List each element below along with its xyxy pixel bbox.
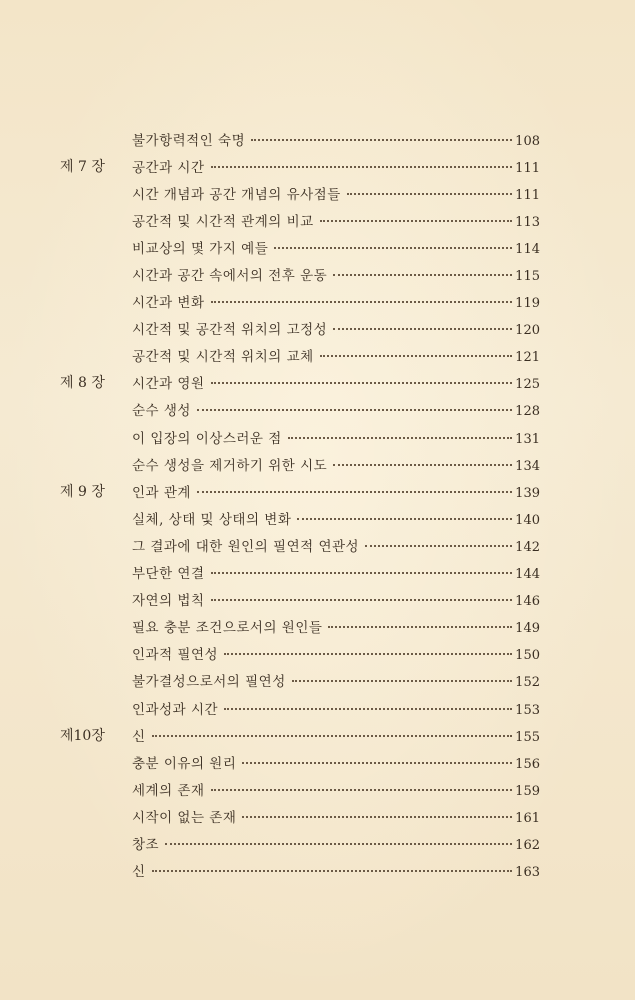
section-title: 창조 <box>132 836 160 853</box>
toc-entry <box>132 806 540 826</box>
dot-leader <box>274 247 512 249</box>
dot-leader <box>251 139 512 141</box>
section-title: 시간과 공간 속에서의 전후 운동 <box>132 268 328 285</box>
page-number: 155 <box>515 729 540 745</box>
page-number: 139 <box>515 485 540 501</box>
toc-row <box>60 288 540 315</box>
dot-leader <box>211 572 513 574</box>
dot-leader <box>211 599 513 601</box>
toc-entry <box>132 698 540 718</box>
toc-row <box>60 829 540 856</box>
dot-leader <box>242 816 512 818</box>
toc-entry <box>132 129 540 149</box>
page-number: 162 <box>515 837 540 853</box>
toc-entry <box>132 427 540 447</box>
page-number: 144 <box>515 567 540 583</box>
section-title: 인과 관계 <box>132 484 191 501</box>
toc-row <box>60 179 540 206</box>
toc-row <box>60 694 540 721</box>
page-number: 108 <box>515 133 540 149</box>
dot-leader <box>288 437 512 439</box>
section-title: 인과성과 시간 <box>132 701 219 718</box>
page-number: 140 <box>515 512 540 528</box>
toc-entry <box>132 210 540 230</box>
toc-row <box>60 802 540 829</box>
page-number: 146 <box>515 594 540 610</box>
toc-row <box>60 748 540 775</box>
page-number: 149 <box>515 621 540 637</box>
toc-entry <box>132 562 540 582</box>
page-number: 163 <box>515 865 540 881</box>
section-title: 공간적 및 시간적 위치의 교체 <box>132 349 314 366</box>
toc-row <box>60 152 540 179</box>
chapter-label: 제 7 장 <box>60 158 105 175</box>
toc-entry <box>132 291 540 311</box>
page-number: 161 <box>515 810 540 826</box>
page-number: 128 <box>515 404 540 420</box>
section-title: 실체, 상태 및 상태의 변화 <box>132 511 292 528</box>
dot-leader <box>333 274 512 276</box>
section-title: 신 <box>132 728 146 745</box>
toc-entry <box>132 535 540 555</box>
toc-row <box>60 125 540 152</box>
section-title: 신 <box>132 864 146 881</box>
toc-entry <box>132 237 540 257</box>
toc-entry <box>132 156 540 176</box>
toc-row <box>60 315 540 342</box>
section-title: 인과적 필연성 <box>132 647 219 664</box>
toc-entry <box>132 752 540 772</box>
toc-entry <box>132 616 540 636</box>
toc-row <box>60 667 540 694</box>
toc-row <box>60 586 540 613</box>
dot-leader <box>211 166 513 168</box>
toc-row <box>60 260 540 287</box>
page-number: 111 <box>515 187 540 203</box>
toc-row <box>60 206 540 233</box>
toc-row <box>60 477 540 504</box>
toc-entry <box>132 725 540 745</box>
section-title: 순수 생성을 제거하기 위한 시도 <box>132 457 328 474</box>
toc-entry <box>132 454 540 474</box>
section-title: 시간과 영원 <box>132 376 205 393</box>
toc-row <box>60 342 540 369</box>
toc-entry <box>132 183 540 203</box>
dot-leader <box>292 680 512 682</box>
toc-entry <box>132 264 540 284</box>
toc-entry <box>132 779 540 799</box>
toc-entry <box>132 345 540 365</box>
section-title: 공간적 및 시간적 관계의 비교 <box>132 213 314 230</box>
page-number: 153 <box>515 702 540 718</box>
toc-row <box>60 396 540 423</box>
section-title: 이 입장의 이상스러운 점 <box>132 430 282 447</box>
dot-leader <box>320 220 513 222</box>
toc-row <box>60 857 540 884</box>
toc-entry <box>132 399 540 419</box>
dot-leader <box>297 518 512 520</box>
toc-entry <box>132 508 540 528</box>
page-number: 119 <box>515 296 540 312</box>
dot-leader <box>333 328 512 330</box>
dot-leader <box>165 843 512 845</box>
toc-row <box>60 531 540 558</box>
section-title: 불가항력적인 숙명 <box>132 132 246 149</box>
section-title: 그 결과에 대한 원인의 필연적 연관성 <box>132 538 360 555</box>
toc-row <box>60 640 540 667</box>
dot-leader <box>152 735 513 737</box>
dot-leader <box>242 762 512 764</box>
dot-leader <box>224 708 512 710</box>
page-number: 156 <box>515 756 540 772</box>
dot-leader <box>152 870 513 872</box>
dot-leader <box>347 193 512 195</box>
toc-entry <box>132 643 540 663</box>
section-title: 필요 충분 조건으로서의 원인들 <box>132 620 323 637</box>
dot-leader <box>211 789 513 791</box>
chapter-label: 제 9 장 <box>60 483 105 500</box>
page-number: 131 <box>515 431 540 447</box>
page-number: 115 <box>515 269 540 285</box>
page-number: 120 <box>515 323 540 339</box>
toc-entry <box>132 318 540 338</box>
toc-row <box>60 233 540 260</box>
page-number: 152 <box>515 675 540 691</box>
toc-entry <box>132 589 540 609</box>
toc-row <box>60 369 540 396</box>
dot-leader <box>197 409 512 411</box>
section-title: 순수 생성 <box>132 403 191 420</box>
chapter-label: 제 8 장 <box>60 375 105 392</box>
page-number: 114 <box>515 241 540 257</box>
dot-leader <box>211 382 513 384</box>
section-title: 충분 이유의 원리 <box>132 755 237 772</box>
section-title: 시작이 없는 존재 <box>132 809 237 826</box>
page-number: 125 <box>515 377 540 393</box>
toc-row <box>60 721 540 748</box>
section-title: 불가결성으로서의 필연성 <box>132 674 286 691</box>
page-number: 111 <box>515 160 540 176</box>
section-title: 공간과 시간 <box>132 159 205 176</box>
toc-entry <box>132 670 540 690</box>
page-number: 142 <box>515 539 540 555</box>
toc-row <box>60 613 540 640</box>
toc-row <box>60 423 540 450</box>
dot-leader <box>320 355 513 357</box>
page-number: 150 <box>515 648 540 664</box>
section-title: 자연의 법칙 <box>132 593 205 610</box>
dot-leader <box>224 653 512 655</box>
toc-entry <box>132 481 540 501</box>
section-title: 세계의 존재 <box>132 782 205 799</box>
page-number: 134 <box>515 458 540 474</box>
section-title: 비교상의 몇 가지 예들 <box>132 240 269 257</box>
dot-leader <box>365 545 512 547</box>
page-number: 121 <box>515 350 540 366</box>
toc-row <box>60 775 540 802</box>
toc-entry <box>132 860 540 880</box>
section-title: 시간적 및 공간적 위치의 고정성 <box>132 322 328 339</box>
toc-row <box>60 450 540 477</box>
toc-entry <box>132 372 540 392</box>
toc-row <box>60 559 540 586</box>
table-of-contents <box>60 125 540 884</box>
section-title: 시간과 변화 <box>132 295 205 312</box>
dot-leader <box>211 301 513 303</box>
toc-entry <box>132 833 540 853</box>
page-number: 159 <box>515 783 540 799</box>
page-number: 113 <box>515 214 540 230</box>
chapter-label: 제10장 <box>60 727 105 744</box>
dot-leader <box>328 626 512 628</box>
dot-leader <box>333 464 512 466</box>
dot-leader <box>197 491 512 493</box>
section-title: 시간 개념과 공간 개념의 유사점들 <box>132 186 341 203</box>
toc-row <box>60 504 540 531</box>
section-title: 부단한 연결 <box>132 566 205 583</box>
